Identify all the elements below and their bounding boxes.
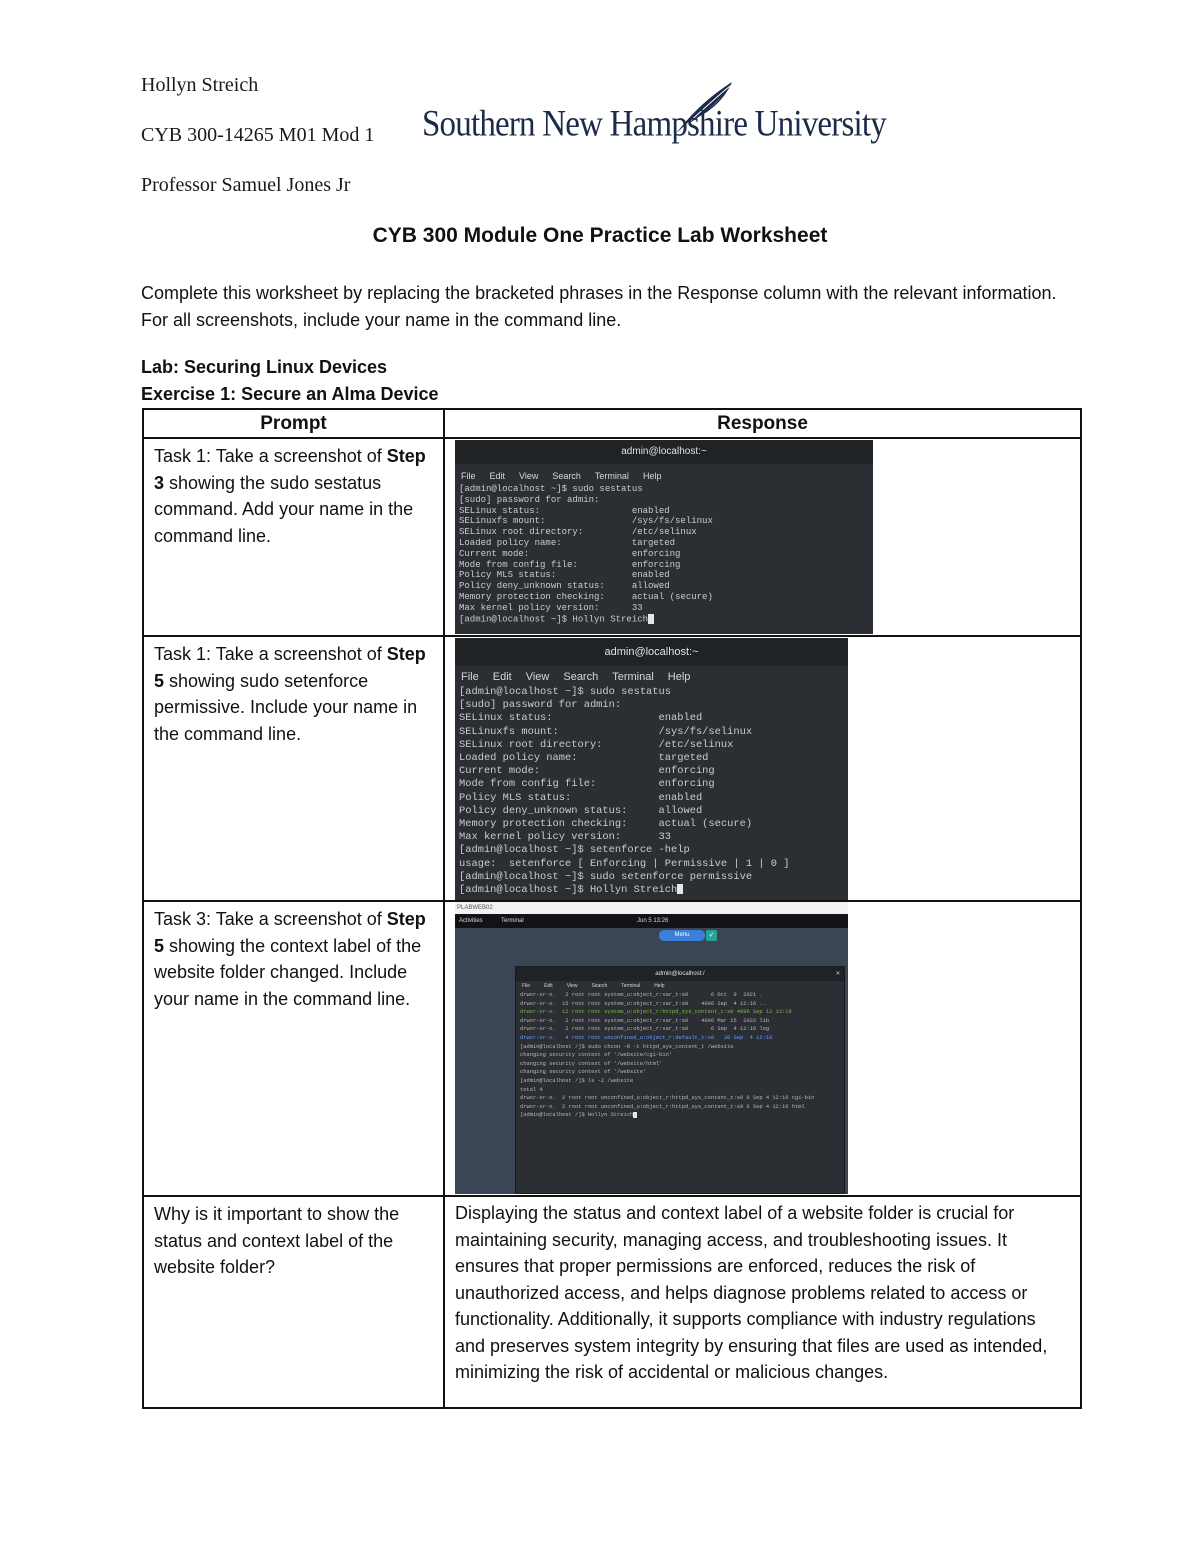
table-row <box>143 636 1081 901</box>
cursor <box>633 1112 637 1118</box>
prompt-step: Step 3 <box>154 446 426 493</box>
terminal-line: [admin@localhost /]$ sudo chcon -R -t httpd_sys_content_t /website <box>520 1043 734 1050</box>
prompt-step: Step 5 <box>154 909 426 956</box>
menu-edit: Edit <box>492 671 512 683</box>
terminal-menu <box>455 468 873 484</box>
prompt-step: Step 5 <box>154 644 426 691</box>
terminal-line: drwxr-xr-x. 15 root root system_u:object_r:var_t:s0 4096 Sep 4 12:16 .. <box>520 1000 766 1007</box>
terminal-line: SELinux root directory: /etc/selinux <box>459 527 697 538</box>
terminal-line: usage: setenforce [ Enforcing | Permissive | 1 | 0 ] <box>459 857 790 870</box>
terminal-line: changing security context of '/website/cgi-bin' <box>520 1052 673 1059</box>
instructions: Complete this worksheet by replacing the bracketed phrases in the Response column with the relevant information. For all screenshots, include your name in the command line. <box>141 283 1057 330</box>
terminal-line: changing security context of '/website/html' <box>520 1060 663 1067</box>
menu-terminal: Terminal <box>612 671 654 683</box>
terminal-line: drwxr-xr-x. 2 root root system_u:object_r:var_t:s0 6 Sep 4 12:16 log <box>520 1026 770 1033</box>
vm-label: PLABWEB02 <box>455 902 848 914</box>
menu-terminal: Terminal <box>621 983 641 989</box>
logo-text: Southern New Hampshire University <box>422 104 886 145</box>
terminal-line: Memory protection checking: actual (secure) <box>459 818 753 831</box>
prompt-text: [admin@localhost /]$ Hollyn Streich <box>520 1112 634 1119</box>
terminal-line: drwxr-xr-x. 12 root root system_u:object_r:httpd_sys_content_t:s0 4096 Sep 12 13:16 <box>520 1009 792 1016</box>
menu-help: Help <box>642 471 662 481</box>
terminal-line: drwxr-xr-x. 4 root root unconfined_u:object_r:default_t:s0 30 Sep 4 12:16 <box>520 1034 773 1041</box>
worksheet-table <box>142 408 1082 1409</box>
prompt-text: [admin@localhost ~]$ Hollyn Streich <box>459 613 649 624</box>
terminal-title: admin@localhost:/ <box>516 967 844 981</box>
prompt-suffix: showing sudo setenforce permissive. Include your name in the command line. <box>154 670 418 744</box>
course-line: CYB 300-14265 M01 Mod 1 <box>141 124 375 146</box>
activities-label: Activities <box>459 918 483 924</box>
menu-edit: Edit <box>544 983 553 989</box>
prompt-text: [admin@localhost ~]$ Hollyn Streich <box>459 884 678 897</box>
menu-help: Help <box>667 671 691 683</box>
terminal-line: [admin@localhost ~]$ sudo setenforce permissive <box>459 870 753 883</box>
terminal-prompt-line <box>459 884 844 897</box>
cursor <box>677 884 683 894</box>
menu-view: View <box>519 471 539 481</box>
terminal-line: SELinuxfs mount: /sys/fs/selinux <box>459 725 753 738</box>
prompt-header: Prompt <box>143 409 444 438</box>
student-name: Hollyn Streich <box>141 74 259 96</box>
terminal-line: Policy deny_unknown status: allowed <box>459 581 670 592</box>
context-label-screenshot <box>455 902 848 1194</box>
terminal-line: Current mode: enforcing <box>459 548 681 559</box>
terminal-line: [admin@localhost ~]$ sudo sestatus <box>459 484 643 494</box>
terminal-menu <box>455 668 848 686</box>
terminal-line: Policy MLS status: enabled <box>459 570 670 581</box>
terminal-line: Max kernel policy version: 33 <box>459 602 643 613</box>
terminal-line: [sudo] password for admin: <box>459 699 622 712</box>
prompt-cell <box>143 438 444 636</box>
lab-heading: Lab: Securing Linux Devices <box>141 357 388 377</box>
response-cell <box>444 901 1081 1196</box>
menu-file: File <box>461 471 476 481</box>
terminal-line: Loaded policy name: targeted <box>459 537 676 548</box>
clock: Jun 5 13:26 <box>637 918 669 924</box>
prompt-suffix: showing the context label of the website folder changed. Include your name in the command line. <box>154 935 422 1009</box>
prompt-prefix: Task 1: Take a screenshot of <box>154 644 387 664</box>
terminal-line: Memory protection checking: actual (secure) <box>459 591 713 602</box>
terminal-output <box>455 484 873 625</box>
terminal-prompt-line <box>520 1111 840 1120</box>
prompt-prefix: Task 1: Take a screenshot of <box>154 446 387 466</box>
menu-edit: Edit <box>489 471 506 481</box>
terminal-line: Mode from config file: enforcing <box>459 559 681 570</box>
menu-file: File <box>522 983 531 989</box>
prompt-suffix: showing the sudo sestatus command. Add your name in the command line. <box>154 472 414 546</box>
exercise-heading: Exercise 1: Secure an Alma Device <box>141 384 439 404</box>
setenforce-screenshot <box>455 638 848 900</box>
terminal-line: [sudo] password for admin: <box>459 494 600 505</box>
response-header: Response <box>444 409 1081 438</box>
table-row <box>143 1196 1081 1408</box>
terminal-line: drwxr-xr-x. 2 root root unconfined_u:object_r:httpd_sys_content_t:s0 6 Sep 4 12:16 cgi-bin <box>520 1095 815 1102</box>
terminal-prompt-line <box>459 614 869 625</box>
menu-file: File <box>461 671 479 683</box>
terminal-line: [admin@localhost ~]$ sudo sestatus <box>459 686 672 698</box>
terminal-line: Mode from config file: enforcing <box>459 778 715 791</box>
menu-terminal: Terminal <box>594 471 629 481</box>
prompt-cell <box>143 901 444 1196</box>
terminal-line: Policy MLS status: enabled <box>459 791 703 804</box>
terminal-line: drwxr-xr-x. 2 root root unconfined_u:object_r:httpd_sys_content_t:s0 6 Sep 4 12:16 html <box>520 1103 805 1110</box>
terminal-line: Policy deny_unknown status: allowed <box>459 804 703 817</box>
terminal-line: drwxr-xr-x. 2 root root system_u:object_r:var_t:s0 6 Oct 9 2021 . <box>520 992 763 998</box>
terminal-app-label: Terminal <box>501 918 524 924</box>
terminal-line: SELinux root directory: /etc/selinux <box>459 738 734 751</box>
response-cell <box>444 438 1081 636</box>
menu-view: View <box>566 983 578 989</box>
terminal-title: admin@localhost:~ <box>455 440 873 464</box>
document-title: CYB 300 Module One Practice Lab Worksheet <box>372 224 828 247</box>
terminal-output <box>455 686 848 897</box>
table-row <box>143 438 1081 636</box>
terminal-line: [admin@localhost ~]$ setenforce -help <box>459 844 690 857</box>
terminal-line: Loaded policy name: targeted <box>459 752 709 765</box>
professor-line: Professor Samuel Jones Jr <box>141 174 351 196</box>
gnome-top-bar <box>455 914 848 928</box>
terminal-line: Max kernel policy version: 33 <box>459 831 672 844</box>
terminal-line: SELinux status: enabled <box>459 505 670 516</box>
inner-terminal-window <box>515 966 845 1194</box>
cursor <box>648 614 654 624</box>
menu-search: Search <box>552 471 581 481</box>
menu-view: View <box>525 671 550 683</box>
terminal-output <box>516 991 844 1120</box>
prompt-prefix: Task 3: Take a screenshot of <box>154 909 387 929</box>
prompt-cell: Why is it important to show the status and context label of the website folder? <box>143 1196 444 1408</box>
terminal-line: drwxr-xr-x. 2 root root system_u:object_r:var_t:s0 4096 Mar 25 2022 lib <box>520 1017 770 1024</box>
check-icon: ✓ <box>706 930 717 941</box>
menu-pill: Menu <box>659 930 705 941</box>
menu-help: Help <box>654 983 665 989</box>
close-icon: ✕ <box>835 970 840 978</box>
table-row <box>143 901 1081 1196</box>
menu-search: Search <box>591 983 608 989</box>
terminal-title: admin@localhost:~ <box>455 638 848 666</box>
response-cell: Displaying the status and context label of a website folder is crucial for maintaining security, managing access, and troubleshooting issues. It ensures that proper permissions are enforced, reduces the risk of unauthorized access, and helps diagnose problems related to access or functionality. Additionally, it supports compliance with industry regulations and preserves system integrity by ensuring that files are used as intended, minimizing the risk of accidental or malicious changes. <box>444 1196 1081 1408</box>
terminal-menu <box>516 981 844 991</box>
terminal-line: SELinux status: enabled <box>459 712 703 725</box>
snhu-logo <box>420 78 886 148</box>
table-header-row <box>143 409 1081 438</box>
terminal-line: total 4 <box>520 1086 543 1093</box>
terminal-line: SELinuxfs mount: /sys/fs/selinux <box>459 516 713 527</box>
response-cell <box>444 636 1081 901</box>
terminal-line: Current mode: enforcing <box>459 765 715 778</box>
prompt-cell <box>143 636 444 901</box>
terminal-line: [admin@localhost /]$ ls -Z /website <box>520 1077 634 1084</box>
terminal-line: changing security context of '/website' <box>520 1069 647 1076</box>
sestatus-screenshot <box>455 440 873 634</box>
menu-search: Search <box>563 671 599 683</box>
